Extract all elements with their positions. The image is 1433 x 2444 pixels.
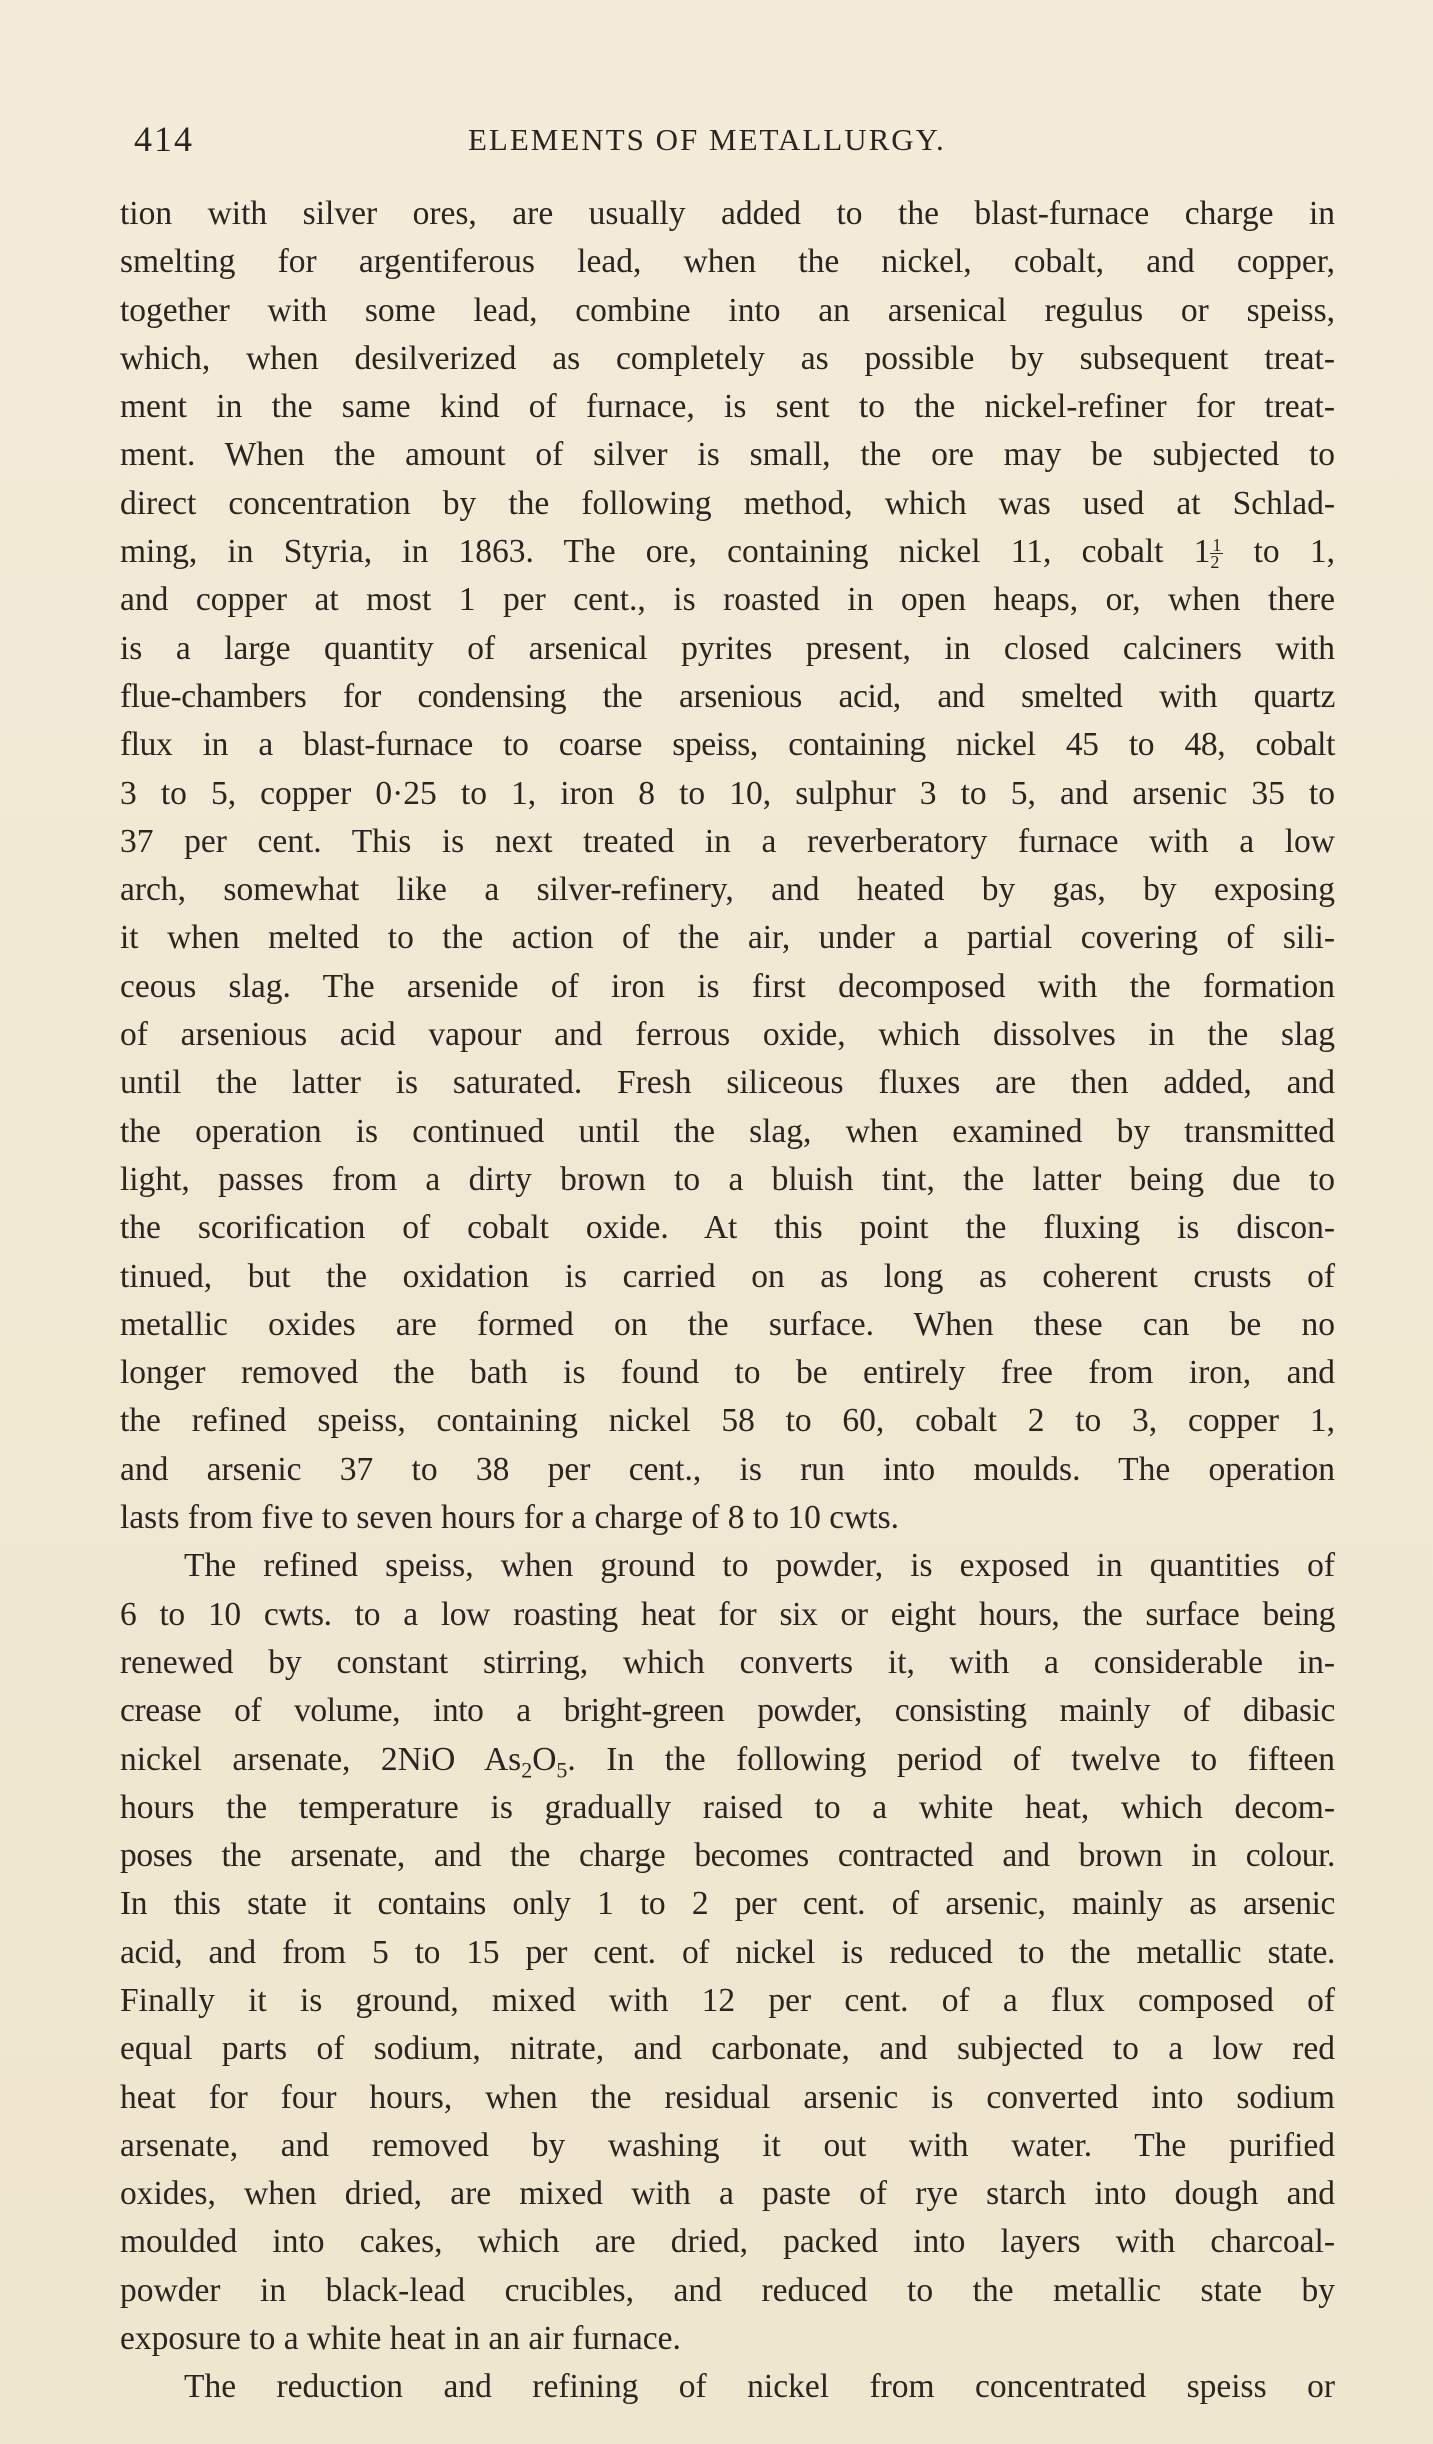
subscript: 2 xyxy=(521,1757,533,1783)
text-line: Finally it is ground, mixed with 12 per cent. of a flux composed of xyxy=(120,1981,1335,2019)
formula-tail: . In the following period of twelve to fifteen xyxy=(567,1740,1335,1778)
text-line: and copper at most 1 per cent., is roasted in open heaps, or, when there xyxy=(120,581,1335,619)
text-line: arsenate, and removed by washing it out with water. The purified xyxy=(120,2126,1335,2164)
text-line: moulded into cakes, which are dried, packed into layers with charcoal- xyxy=(120,2223,1335,2261)
text-line: flue-chambers for condensing the arsenious acid, and smelted with quartz xyxy=(120,677,1335,715)
fraction-one-half xyxy=(1210,535,1223,573)
text-line: until the latter is saturated. Fresh siliceous fluxes are then added, and xyxy=(120,1064,1335,1102)
text-line: is a large quantity of arsenical pyrites present, in closed calciners with xyxy=(120,629,1335,667)
text-line: and arsenic 37 to 38 per cent., is run into moulds. The operation xyxy=(120,1450,1335,1488)
page-number: 414 xyxy=(134,119,194,159)
text-line: direct concentration by the following method, which was used at Schlad- xyxy=(120,484,1335,522)
text-line: the scorification of cobalt oxide. At this point the fluxing is discon- xyxy=(120,1209,1335,1247)
text-line: tion with silver ores, are usually added to the blast-furnace charge in xyxy=(120,195,1335,232)
text-line: tinued, but the oxidation is carried on as long as coherent crusts of xyxy=(120,1257,1335,1295)
text-line: longer removed the bath is found to be entirely free from iron, and xyxy=(120,1354,1335,1392)
text-line: together with some lead, combine into an arsenical regulus or speiss, xyxy=(120,291,1335,329)
text-line: the refined speiss, containing nickel 58 to 60, cobalt 2 to 3, copper 1, xyxy=(120,1402,1335,1440)
text-line: ment. When the amount of silver is small, the ore may be subjected to xyxy=(120,436,1335,474)
text-line: the operation is continued until the slag, when examined by transmitted xyxy=(120,1112,1335,1150)
page-header xyxy=(128,118,1328,158)
text-line: hours the temperature is gradually raised to a white heat, which decom- xyxy=(120,1788,1335,1826)
fraction-tail: to 1, xyxy=(1223,533,1335,571)
text-line: exposure to a white heat in an air furnace. xyxy=(120,2320,681,2358)
text-line: heat for four hours, when the residual arsenic is converted into sodium xyxy=(120,2078,1335,2116)
text-line: ment in the same kind of furnace, is sent to the nickel-refiner for treat- xyxy=(120,388,1335,426)
text-line: oxides, when dried, are mixed with a paste of rye starch into dough and xyxy=(120,2175,1335,2213)
subscript: 5 xyxy=(556,1757,568,1783)
text-line: it when melted to the action of the air, under a partial covering of sili- xyxy=(120,919,1335,957)
text-line: 37 per cent. This is next treated in a reverberatory furnace with a low xyxy=(120,822,1335,860)
text-line: light, passes from a dirty brown to a bluish tint, the latter being due to xyxy=(120,1160,1335,1198)
running-title: ELEMENTS OF METALLURGY. xyxy=(468,122,946,157)
text-line: arch, somewhat like a silver-refinery, and heated by gas, by exposing xyxy=(120,871,1335,909)
text-line: smelting for argentiferous lead, when the nickel, cobalt, and copper, xyxy=(120,243,1335,281)
formula-text: O xyxy=(532,1740,557,1778)
text-line: renewed by constant stirring, which converts it, with a considerable in- xyxy=(120,1643,1335,1681)
text-line: acid, and from 5 to 15 per cent. of nickel is reduced to the metallic state. xyxy=(120,1933,1335,1971)
paragraph-start-line: The refined speiss, when ground to powder, is exposed in quantities of xyxy=(184,1547,1335,1585)
text-line: In this state it contains only 1 to 2 per cent. of arsenic, mainly as arsenic xyxy=(120,1885,1335,1923)
text-line: powder in black-lead crucibles, and reduced to the metallic state by xyxy=(120,2271,1335,2309)
text-line: poses the arsenate, and the charge becomes contracted and brown in colour. xyxy=(120,1837,1335,1875)
text-line: ceous slag. The arsenide of iron is first decomposed with the formation xyxy=(120,967,1335,1005)
body-text xyxy=(120,190,1335,2412)
text-line: crease of volume, into a bright-green powder, consisting mainly of dibasic xyxy=(120,1692,1335,1730)
line-text: ming, in Styria, in 1863. The ore, containing nickel 11, cobalt 1 xyxy=(120,533,1211,571)
line-text: nickel arsenate, 2NiO As xyxy=(120,1740,522,1778)
fraction-numerator: 1 xyxy=(1212,535,1222,556)
paragraph-start-line: The reduction and refining of nickel from concentrated speiss or xyxy=(184,2368,1335,2406)
text-line: equal parts of sodium, nitrate, and carbonate, and subjected to a low red xyxy=(120,2030,1335,2068)
text-line: of arsenious acid vapour and ferrous oxide, which dissolves in the slag xyxy=(120,1016,1335,1054)
text-line: which, when desilverized as completely as possible by subsequent treat- xyxy=(120,339,1335,377)
text-line: 3 to 5, copper 0·25 to 1, iron 8 to 10, sulphur 3 to 5, and arsenic 35 to xyxy=(120,774,1335,812)
text-line: metallic oxides are formed on the surface. When these can be no xyxy=(120,1305,1335,1343)
text-line: 6 to 10 cwts. to a low roasting heat for six or eight hours, the surface being xyxy=(120,1595,1335,1633)
text-line-with-fraction xyxy=(120,528,1335,576)
text-line-with-formula xyxy=(120,1736,1335,1784)
fraction-denominator: 2 xyxy=(1210,552,1220,573)
text-line: lasts from five to seven hours for a charge of 8 to 10 cwts. xyxy=(120,1499,899,1537)
text-line: flux in a blast-furnace to coarse speiss, containing nickel 45 to 48, cobalt xyxy=(120,726,1335,764)
